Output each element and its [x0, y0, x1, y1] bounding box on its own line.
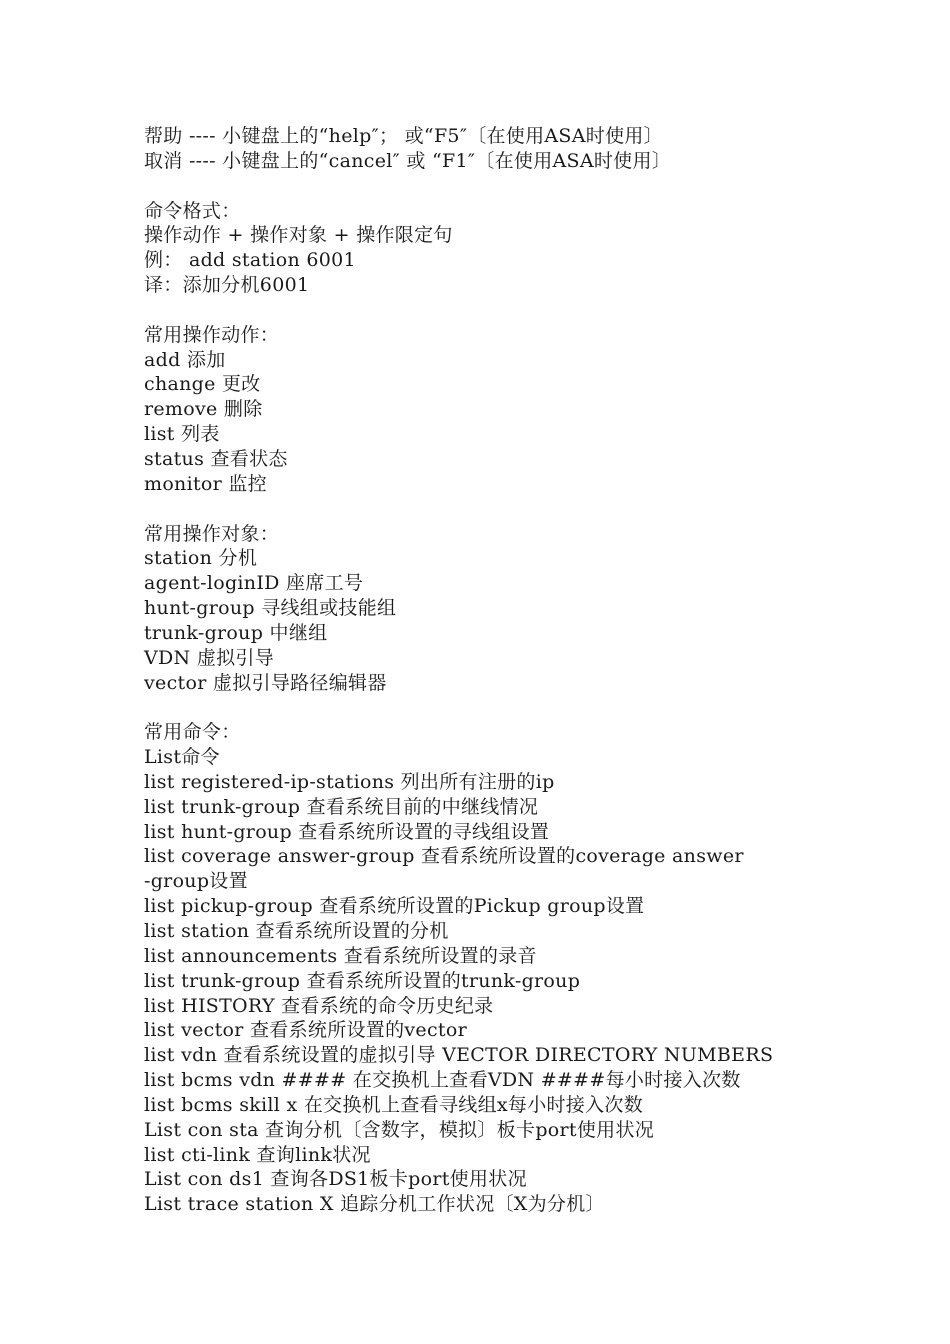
command-line: list coverage answer-group 查看系统所设置的coverage answer — [144, 845, 744, 868]
example-line: 例： add station 6001 — [144, 249, 356, 272]
format-section — [144, 199, 824, 298]
action-item: list 列表 — [144, 423, 220, 446]
command-line: list HISTORY 查看系统的命令历史纪录 — [144, 994, 494, 1017]
section-heading: 命令格式： — [144, 199, 241, 222]
actions-section — [144, 323, 824, 497]
command-line: -group设置 — [144, 870, 248, 893]
section-heading: 常用操作对象： — [144, 522, 280, 545]
command-line: List trace station X 追踪分机工作状况〔X为分机〕 — [144, 1193, 605, 1216]
action-item: monitor 监控 — [144, 472, 267, 495]
object-item: station 分机 — [144, 547, 258, 570]
object-item: agent-loginID 座席工号 — [144, 572, 364, 595]
spacer — [144, 497, 824, 522]
format-line: 操作动作 + 操作对象 + 操作限定句 — [144, 224, 453, 247]
command-line: list vdn 查看系统设置的虚拟引导 VECTOR DIRECTORY NUMBERS — [144, 1044, 774, 1067]
command-line: list bcms vdn #### 在交换机上查看VDN ####每小时接入次数 — [144, 1069, 741, 1092]
action-item: add 添加 — [144, 348, 226, 371]
action-item: remove 删除 — [144, 398, 263, 421]
objects-section — [144, 522, 824, 696]
action-item: change 更改 — [144, 373, 261, 396]
command-line: list cti-link 查询link状况 — [144, 1143, 371, 1166]
object-item: VDN 虚拟引导 — [144, 646, 275, 669]
command-line: list pickup-group 查看系统所设置的Pickup group设置 — [144, 895, 645, 918]
command-line: list vector 查看系统所设置的vector — [144, 1019, 467, 1042]
spacer — [144, 174, 824, 199]
command-line: list bcms skill x 在交换机上查看寻线组x每小时接入次数 — [144, 1093, 643, 1116]
command-line: list trunk-group 查看系统目前的中继线情况 — [144, 795, 539, 818]
command-line: List con sta 查询分机〔含数字，模拟〕板卡port使用状况 — [144, 1118, 655, 1141]
commands-section — [144, 720, 824, 1217]
command-line: list announcements 查看系统所设置的录音 — [144, 944, 537, 967]
object-item: hunt-group 寻线组或技能组 — [144, 597, 397, 620]
document-body — [144, 124, 824, 1217]
command-line: list station 查看系统所设置的分机 — [144, 920, 449, 942]
action-item: status 查看状态 — [144, 447, 288, 470]
spacer — [144, 298, 824, 323]
object-item: trunk-group 中继组 — [144, 621, 328, 644]
command-line: list trunk-group 查看系统所设置的trunk-group — [144, 969, 581, 992]
help-key-line: 帮助 ---- 小键盘上的“help″； 或“F5″〔在使用ASA时使用〕 — [144, 125, 663, 147]
section-heading: 常用命令： — [144, 721, 241, 744]
translation-line: 译：添加分机6001 — [144, 274, 310, 297]
command-line: list hunt-group 查看系统所设置的寻线组设置 — [144, 820, 550, 843]
command-line: list registered-ip-stations 列出所有注册的ip — [144, 770, 555, 793]
command-line: List命令 — [144, 746, 220, 769]
command-line: List con ds1 查询各DS1板卡port使用状况 — [144, 1168, 527, 1191]
object-item: vector 虚拟引导路径编辑器 — [144, 671, 387, 694]
section-heading: 常用操作动作： — [144, 323, 280, 346]
help-section — [144, 124, 824, 174]
cancel-key-line: 取消 ---- 小键盘上的“cancel″ 或 “F1″〔在使用ASA时使用〕 — [144, 149, 672, 172]
spacer — [144, 695, 824, 720]
